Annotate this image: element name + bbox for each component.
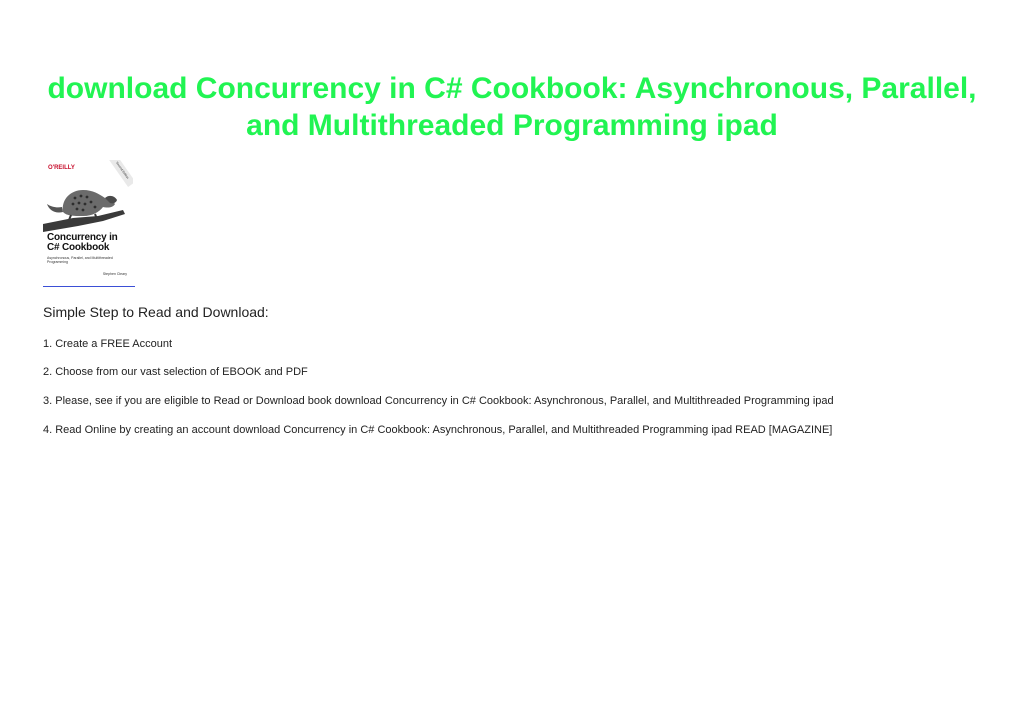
steps-heading: Simple Step to Read and Download: — [43, 304, 269, 320]
step-item-3: 3. Please, see if you are eligible to Read or Download book download Concurrency in C# Cookbook: Asynchronous, Parallel, and Multithreaded Programming ipad — [43, 395, 834, 407]
civet-illustration — [43, 174, 133, 234]
book-cover-image — [43, 160, 133, 282]
cover-subtitle: Asynchronous, Parallel, and Multithreaded Programming — [47, 256, 113, 264]
page-title: download Concurrency in C# Cookbook: Asynchronous, Parallel, and Multithreaded Programming ipad — [47, 72, 977, 142]
cover-edition-ribbon: Second Edition — [109, 160, 133, 187]
cover-publisher: O'REILLY — [48, 165, 75, 171]
book-cover-link[interactable] — [43, 160, 135, 287]
step-item-2: 2. Choose from our vast selection of EBOOK and PDF — [43, 366, 308, 378]
step-item-4: 4. Read Online by creating an account download Concurrency in C# Cookbook: Asynchronous, Parallel, and Multithreaded Programming ipad READ [MAGAZINE] — [43, 424, 833, 436]
cover-author: Stephen Cleary — [102, 272, 127, 276]
cover-title: Concurrency in C# Cookbook — [47, 232, 118, 253]
step-item-1: 1. Create a FREE Account — [43, 338, 173, 350]
